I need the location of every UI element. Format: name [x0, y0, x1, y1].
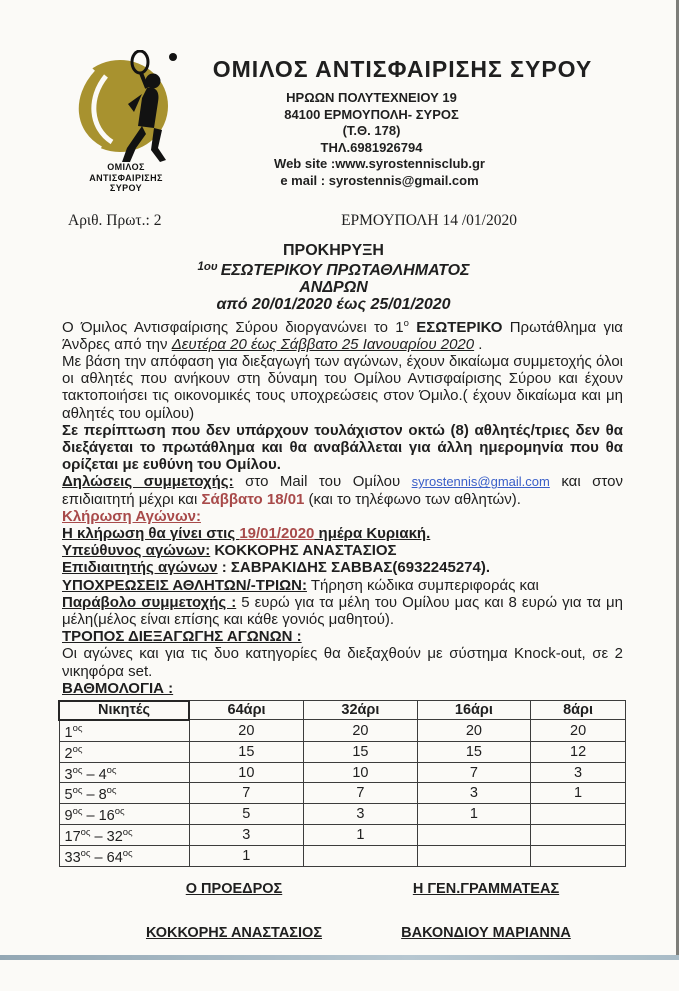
responsible-label: Υπεύθυνος αγώνων: — [62, 542, 211, 560]
club-name: ΟΜΙΛΟΣ ΑΝΤΙΣΦΑΙΡΙΣΗΣ ΣΥΡΟΥ — [212, 56, 593, 82]
referee-line — [62, 559, 623, 576]
deadline-date: Σάββατο 18/01 — [201, 490, 305, 508]
title-line1: ΠΡΟΚΗΡΥΞΗ — [283, 241, 384, 259]
scoring-heading: ΒΑΘΜΟΛΟΓΙΑ : — [62, 679, 174, 697]
draw-date: 19/01/2020 — [239, 524, 315, 542]
referee-name: : ΣΑΒΡΑΚΙΔΗΣ ΣΑΒΒΑΣ(6932245274). — [217, 559, 491, 577]
fee-label: Παράβολο συμμετοχής : — [62, 593, 237, 611]
address-line1: ΗΡΩΩΝ ΠΟΛΥΤΕΧΝΕΙΟΥ 19 — [286, 90, 457, 105]
table-row — [59, 845, 626, 866]
title-line3: ΑΝΔΡΩΝ — [299, 278, 368, 296]
obligations-line: ΥΠΟΧΡΕΩΣΕΙΣ ΑΘΛΗΤΩΝ/-ΤΡΙΩΝ: Τήρηση κώδικα συμπεριφοράς και — [62, 576, 539, 594]
document-body — [62, 315, 623, 991]
place-cell: $9^{o\varsigma} - 16^{o\varsigma}$ — [59, 804, 189, 825]
scoring-table — [58, 700, 626, 867]
paragraph-declarations: Δηλώσεις συμμετοχής: στο Mail του Ομίλου syrostennis@gmail.com και στον επιδιαιτητή μέχρι και Σάββατο 18/01 (και το τηλέφωνο των αθλητών). — [62, 473, 623, 508]
points-cell: 1 — [189, 845, 304, 866]
score-table-body — [59, 720, 626, 866]
points-cell: 20 — [417, 720, 531, 741]
points-cell: 3 — [531, 762, 626, 783]
document-title — [0, 242, 679, 313]
score-col-header: 32άρι — [304, 701, 418, 720]
points-cell — [531, 825, 626, 846]
logo-caption-line3: ΣΥΡΟΥ — [109, 183, 143, 193]
address-line2: 84100 ΕΡΜΟΥΠΟΛΗ- ΣΥΡΟΣ — [284, 106, 459, 122]
paragraph-eligibility: Με βάση την απόφαση για διεξαγωγή των αγώνων, έχουν δικαίωμα συμμετοχής όλοι οι αθλητές που ανήκουν στη δύναμη του Ομίλου Αντισφαίρισης Σύρου και έχουν τακτοποιήσει τις οικονομικές τους υποχρεώσεις στον Όμιλο.( έχουν δικαίωμα και μη αθλητές του ομίλου) — [62, 352, 623, 422]
points-cell: 15 — [189, 741, 304, 762]
place-cell: $1^{o\varsigma}$ — [59, 720, 189, 741]
secretary-name: ΒΑΚΟΝΔΙΟΥ ΜΑΡΙΑΝΝΑ — [401, 924, 571, 941]
club-logo — [56, 46, 196, 194]
place-cell: $2^{o\varsigma}$ — [59, 741, 189, 762]
address-line3: (Τ.Θ. 178) — [342, 123, 401, 138]
title-line4: από 20/01/2020 έως 25/01/2020 — [216, 295, 451, 313]
points-cell: 7 — [304, 783, 418, 804]
email-line: e mail : syrostennis@gmail.com — [280, 172, 479, 188]
fee-line: Παράβολο συμμετοχής : 5 ευρώ για τα μέλη του Ομίλου μας και 8 ευρώ για τα μη μέλη(μέλος είναι επίσης και κάθε γονιός μαθητού). — [62, 593, 623, 628]
draw-date-line: Η κλήρωση θα γίνει στις 19/01/2020 ημέρα Κυριακή. — [62, 524, 431, 542]
points-cell — [417, 845, 531, 866]
protocol-number: Αριθ. Πρωτ.: 2 — [68, 211, 162, 229]
referee-label: Επιδιαιτητής αγώνων — [62, 559, 218, 577]
obligations-label: ΥΠΟΧΡΕΩΣΕΙΣ ΑΘΛΗΤΩΝ/-ΤΡΙΩΝ: — [62, 576, 307, 594]
points-cell — [304, 845, 418, 866]
secretary-title: Η ΓΕΝ.ΓΡΑΜΜΑΤΕΑΣ — [412, 880, 560, 897]
score-table-header-row — [59, 701, 626, 720]
points-cell: 1 — [417, 804, 531, 825]
place-cell: $3^{o\varsigma} - 4^{o\varsigma}$ — [59, 762, 189, 783]
points-cell — [531, 845, 626, 866]
points-cell: 3 — [304, 804, 418, 825]
table-row — [59, 741, 626, 762]
points-cell — [417, 825, 531, 846]
points-cell: 20 — [189, 720, 304, 741]
letterhead — [56, 46, 643, 194]
website-line: Web site :www.syrostennisclub.gr — [274, 156, 485, 171]
points-cell: 20 — [531, 720, 626, 741]
signatures — [62, 881, 623, 991]
scan-edge-bottom — [0, 955, 679, 960]
tennis-player-ball-icon — [70, 50, 182, 162]
points-cell: 5 — [189, 804, 304, 825]
draw-heading: Κλήρωση Αγώνων: — [62, 507, 201, 525]
table-row — [59, 825, 626, 846]
points-cell: 7 — [417, 762, 531, 783]
points-cell: 3 — [417, 783, 531, 804]
format-text: Οι αγώνες και για τις δυο κατηγορίες θα διεξαχθούν με σύστημα Knock-out, σε 2 νικηφόρα set. — [62, 645, 623, 680]
score-col-header: 16άρι — [417, 701, 531, 720]
points-cell: 20 — [304, 720, 418, 741]
letterhead-text — [196, 46, 643, 194]
points-cell: 12 — [531, 741, 626, 762]
format-heading: ΤΡΟΠΟΣ ΔΙΕΞΑΓΩΓΗΣ ΑΓΩΝΩΝ : — [62, 628, 302, 646]
paragraph-intro: Ο Όμιλος Αντισφαίρισης Σύρου διοργανώνει το $1^o$ ΕΣΩΤΕΡΙΚΟ Πρωτάθλημα για Άνδρες από την Δευτέρα 20 έως Σάββατο 25 Ιανουαρίου 2020 . — [62, 317, 623, 353]
score-col-header: Νικητές — [59, 701, 189, 720]
points-cell — [531, 804, 626, 825]
title-ordinal: 1ου — [197, 260, 218, 273]
points-cell: 3 — [189, 825, 304, 846]
place-cell: $17^{o\varsigma} - 32^{o\varsigma}$ — [59, 825, 189, 846]
phone-line: ΤΗΛ.6981926794 — [320, 139, 423, 155]
city-date: ΕΡΜΟΥΠΟΛΗ 14 /01/2020 — [341, 211, 517, 229]
points-cell: 7 — [189, 783, 304, 804]
points-cell: 10 — [189, 762, 304, 783]
score-col-header: 8άρι — [531, 701, 626, 720]
points-cell: 15 — [304, 741, 418, 762]
score-col-header: 64άρι — [189, 701, 304, 720]
points-cell: 1 — [531, 783, 626, 804]
responsible-line — [62, 542, 623, 559]
logo-caption-line1: ΟΜΙΛΟΣ — [107, 162, 145, 172]
logo-caption-line2: ΑΝΤΙΣΦΑΙΡΙΣΗΣ — [89, 172, 163, 183]
responsible-name: ΚΟΚΚΟΡΗΣ ΑΝΑΣΤΑΣΙΟΣ — [210, 542, 397, 560]
table-row — [59, 762, 626, 783]
president-name: ΚΟΚΚΟΡΗΣ ΑΝΑΣΤΑΣΙΟΣ — [145, 924, 323, 941]
paragraph-minimum-players: Σε περίπτωση που δεν υπάρχουν τουλάχιστον οκτώ (8) αθλητές/τριες δεν θα διεξάγεται το πρωτάθλημα και θα αναβάλλεται για άλλη ημερομηνία που θα ορίζεται με ευθύνη του Ομίλου. — [62, 421, 623, 474]
president-title: Ο ΠΡΟΕΔΡΟΣ — [185, 880, 283, 897]
points-cell: 15 — [417, 741, 531, 762]
email-link[interactable]: syrostennis@gmail.com — [411, 474, 550, 490]
table-row — [59, 720, 626, 741]
place-cell: $5^{o\varsigma} - 8^{o\varsigma}$ — [59, 783, 189, 804]
signature-president — [110, 881, 358, 942]
signature-secretary — [360, 881, 612, 942]
points-cell: 10 — [304, 762, 418, 783]
title-line2: $^{1o\upsilon}$ ΕΣΩΤΕΡΙΚΟΥ ΠΡΩΤΑΘΛΗΜΑΤΟΣ — [197, 260, 470, 279]
table-row — [59, 804, 626, 825]
table-row — [59, 783, 626, 804]
declarations-label: Δηλώσεις συμμετοχής: — [62, 473, 234, 491]
place-cell: $33^{o\varsigma} - 64^{o\varsigma}$ — [59, 845, 189, 866]
points-cell: 1 — [304, 825, 418, 846]
